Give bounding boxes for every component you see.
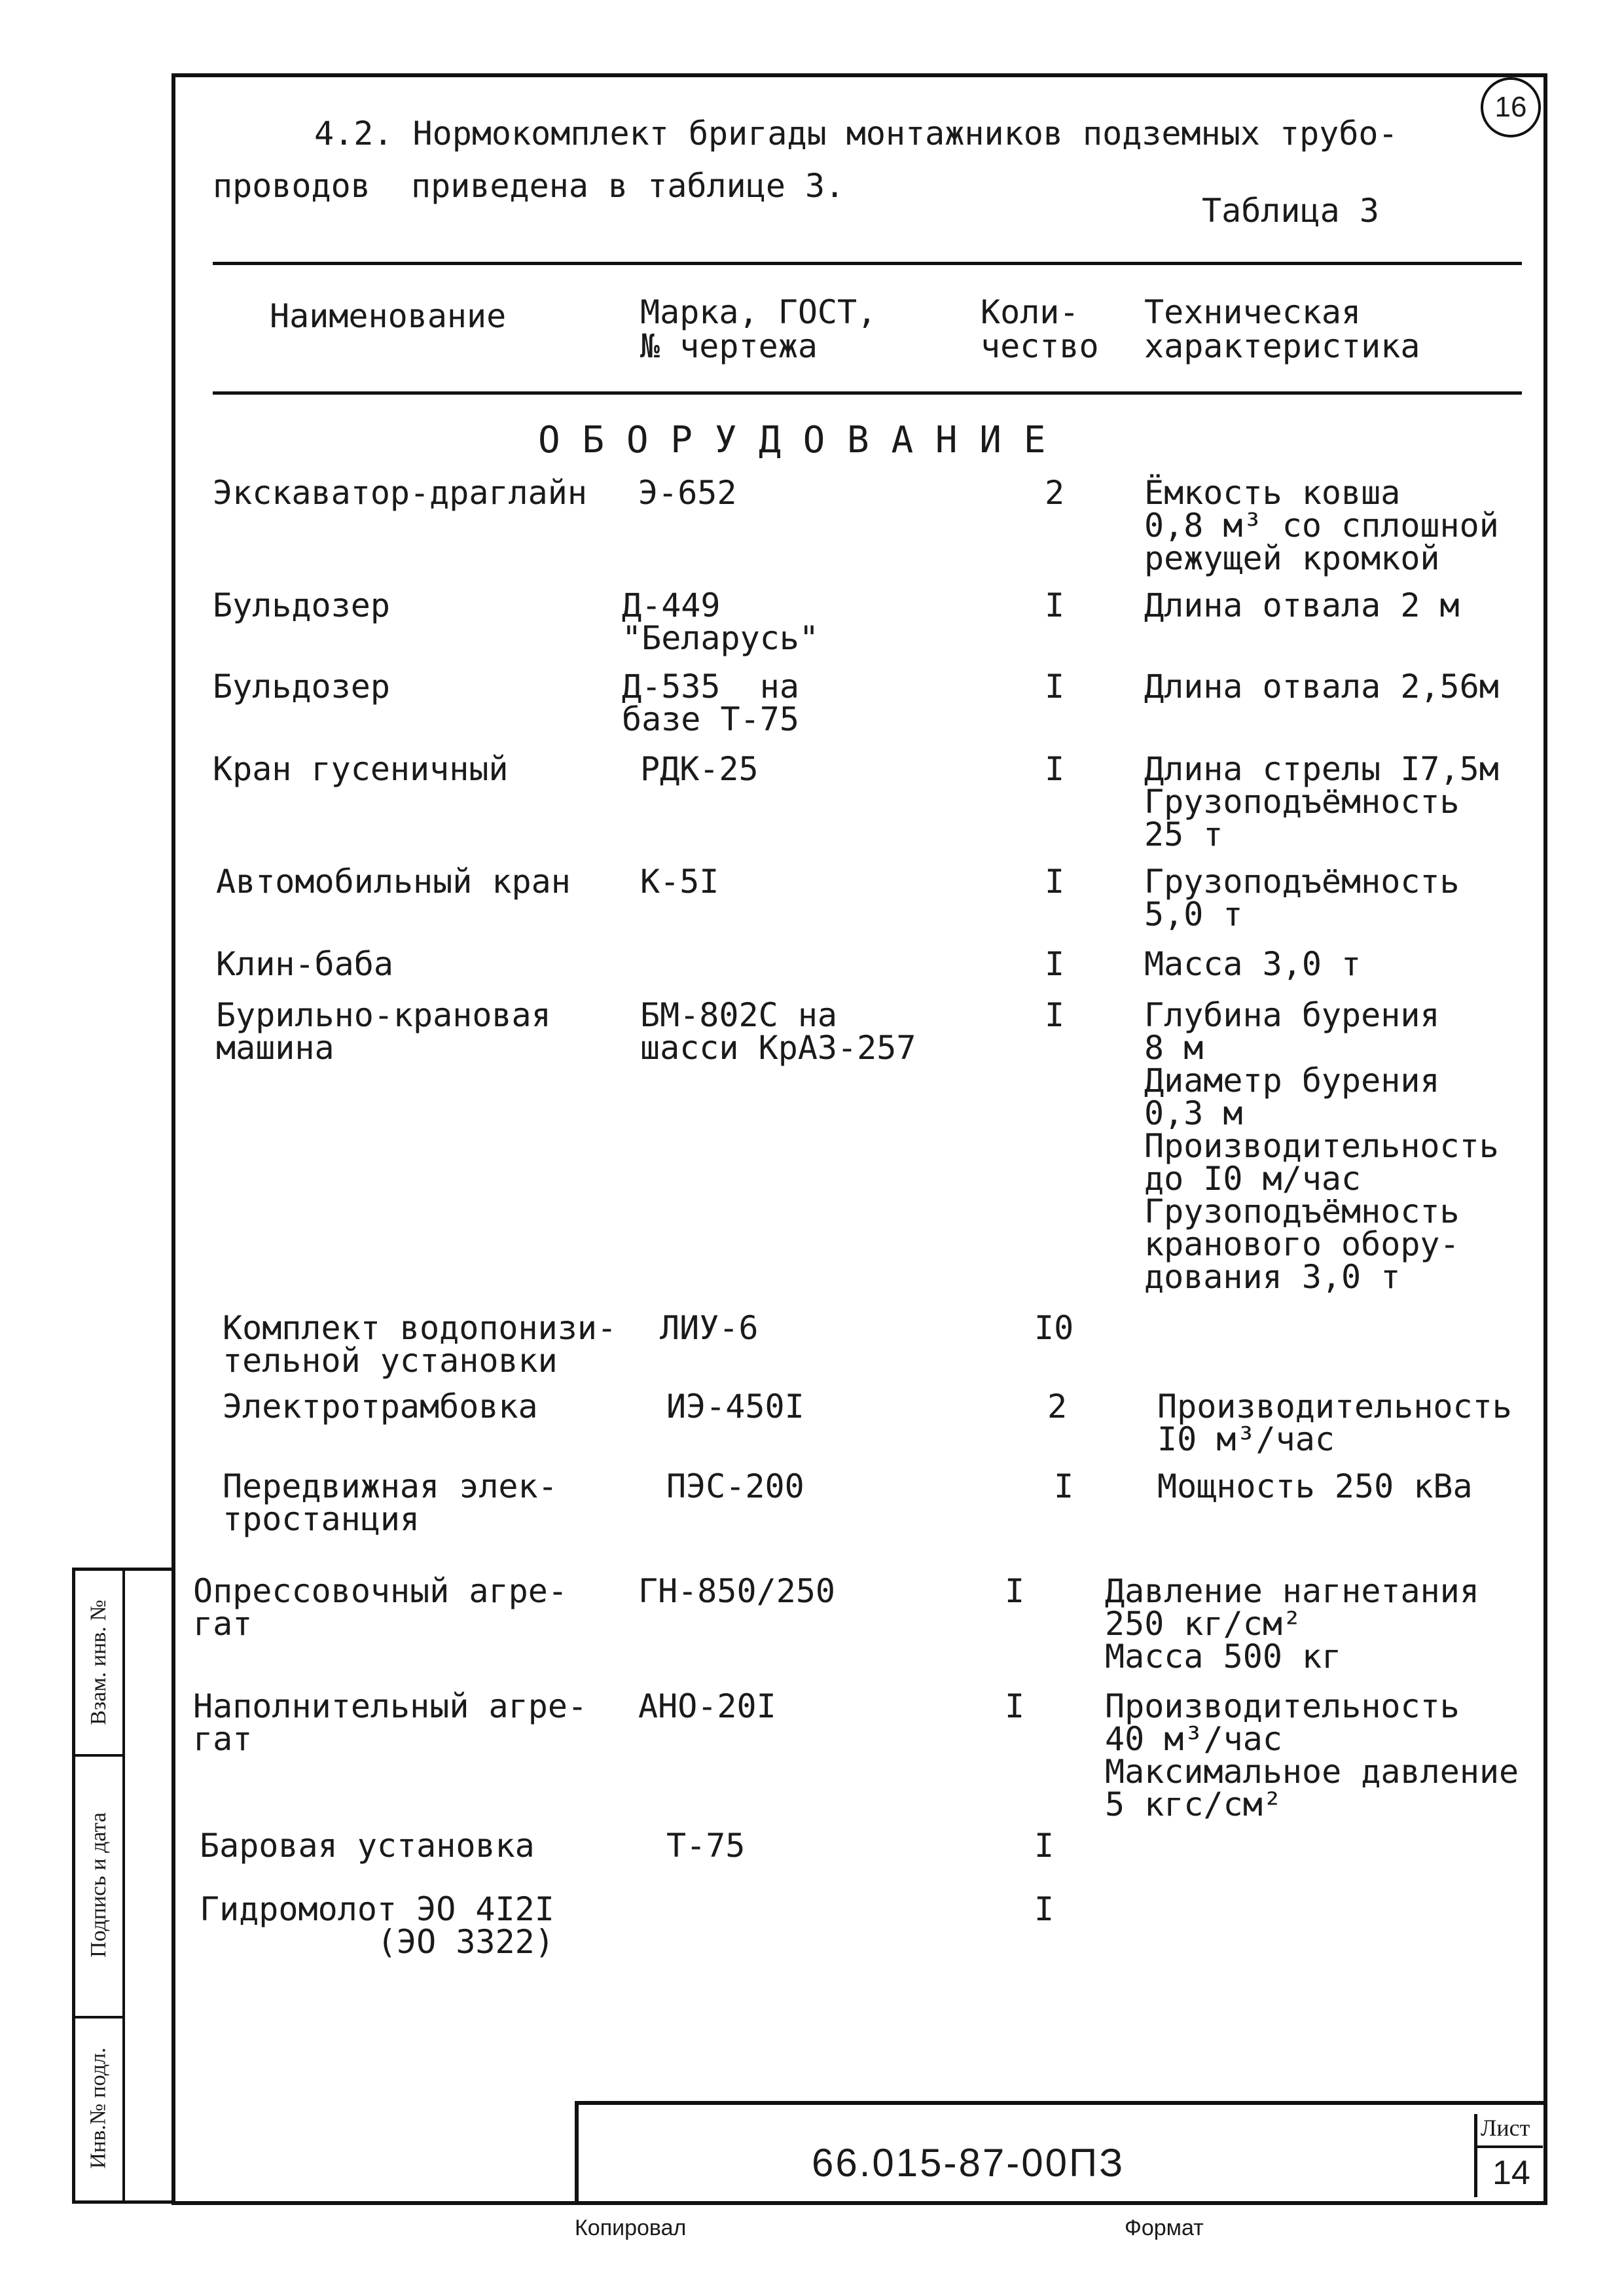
stamp-sidebar	[72, 1568, 173, 2204]
page-mark: 16	[1481, 77, 1541, 137]
row-mark: Д-535 на	[622, 668, 799, 706]
row-tech-spec: 250 кг/см²	[1105, 1605, 1303, 1643]
row-tech-spec: Ёмкость ковша	[1144, 474, 1401, 512]
row-tech-spec: Длина отвала 2,56м	[1144, 668, 1499, 706]
row-quantity: 2	[1047, 1388, 1068, 1426]
row-name: тростанция	[223, 1500, 420, 1538]
row-tech-spec: Масса 3,0 т	[1144, 945, 1362, 983]
row-mark: Т-75	[666, 1827, 746, 1865]
intro-line-1: 4.2. Нормокомплект бригады монтажников подземных трубо-	[314, 115, 1398, 152]
row-mark: ПЭС-200	[666, 1467, 804, 1505]
row-tech-spec: режущей кромкой	[1144, 539, 1440, 577]
intro-line-2b: приведена в таблице 3.	[411, 167, 845, 205]
col-header-mark-2: № чертежа	[640, 327, 818, 365]
copied-by-label: Копировал	[575, 2215, 687, 2240]
row-tech-spec: 0,3 м	[1144, 1094, 1243, 1132]
row-quantity: 2	[1045, 474, 1065, 512]
row-tech-spec: I0 м³/час	[1157, 1420, 1335, 1458]
row-name: машина	[216, 1029, 334, 1067]
row-tech-spec: Давление нагнетания	[1105, 1572, 1479, 1610]
row-quantity: I	[1045, 996, 1065, 1034]
row-mark: АНО-20I	[638, 1687, 776, 1725]
row-tech-spec: 0,8 м³ со сплошной	[1144, 507, 1499, 545]
row-name: Автомобильный кран	[216, 863, 571, 901]
sheet-number: 14	[1492, 2154, 1530, 2192]
row-tech-spec: 40 м³/час	[1105, 1720, 1282, 1758]
col-header-tech-1: Техническая	[1144, 293, 1362, 331]
table-label: Таблица 3	[1202, 192, 1379, 230]
row-mark: Э-652	[638, 474, 737, 512]
document-code: 66.015-87-00ПЗ	[812, 2141, 1125, 2185]
sheet-label: Лист	[1481, 2115, 1530, 2141]
row-quantity: I	[1045, 750, 1065, 788]
col-header-tech-2: характеристика	[1144, 327, 1420, 365]
row-tech-spec: Грузоподъёмность	[1144, 863, 1460, 901]
row-quantity: I	[1045, 945, 1065, 983]
row-name: Клин-баба	[216, 945, 393, 983]
row-mark: базе Т-75	[622, 700, 799, 738]
row-name: гат	[193, 1605, 253, 1643]
row-tech-spec: Диаметр бурения	[1144, 1062, 1440, 1100]
format-label: Формат	[1125, 2215, 1204, 2240]
row-quantity: I	[1034, 1827, 1055, 1865]
col-header-qty-2: чество	[981, 327, 1099, 365]
row-name: гат	[193, 1720, 253, 1758]
row-mark: РДК-25	[640, 750, 759, 788]
row-name: (ЭО 3322)	[200, 1923, 554, 1961]
table-top-rule	[213, 262, 1522, 265]
row-name: тельной установки	[223, 1342, 558, 1380]
row-tech-spec: кранового обору-	[1144, 1225, 1460, 1263]
row-mark: ИЭ-450I	[666, 1388, 804, 1426]
row-tech-spec: Производительность	[1144, 1127, 1499, 1165]
row-mark: "Беларусь"	[622, 619, 820, 657]
row-name: Бурильно-крановая	[216, 996, 551, 1034]
row-quantity: I	[1034, 1890, 1055, 1928]
table-header-rule	[213, 391, 1522, 395]
intro-line-2a: проводов	[213, 167, 370, 205]
col-header-mark-1: Марка, ГОСТ,	[640, 293, 877, 331]
row-tech-spec: дования 3,0 т	[1144, 1258, 1401, 1296]
row-mark: ЛИУ-6	[660, 1309, 759, 1347]
row-tech-spec: Длина отвала 2 м	[1144, 586, 1460, 624]
col-header-name: Наименование	[270, 297, 507, 335]
row-quantity: I	[1054, 1467, 1074, 1505]
row-name: Экскаватор-драглайн	[213, 474, 587, 512]
row-quantity: I	[1005, 1687, 1025, 1725]
row-name: Передвижная элек-	[223, 1467, 558, 1505]
row-tech-spec: 8 м	[1144, 1029, 1204, 1067]
row-tech-spec: Масса 500 кг	[1105, 1638, 1342, 1676]
row-quantity: I	[1045, 586, 1065, 624]
row-quantity: I	[1005, 1572, 1025, 1610]
row-name: Бульдозер	[213, 668, 390, 706]
row-tech-spec: 5,0 т	[1144, 895, 1243, 933]
row-name: Опрессовочный агре-	[193, 1572, 568, 1610]
row-mark: К-5I	[640, 863, 719, 901]
row-quantity: I	[1045, 863, 1065, 901]
row-name: Бульдозер	[213, 586, 390, 624]
row-mark: БМ-802С на	[640, 996, 838, 1034]
row-name: Наполнительный агре-	[193, 1687, 588, 1725]
row-tech-spec: Длина стрелы I7,5м	[1144, 750, 1499, 788]
row-tech-spec: 25 т	[1144, 816, 1223, 853]
row-tech-spec: Максимальное давление	[1105, 1753, 1519, 1791]
row-name: Комплект водопонизи-	[223, 1309, 617, 1347]
row-name: Электротрамбовка	[223, 1388, 538, 1426]
row-name: Кран гусеничный	[213, 750, 509, 788]
row-tech-spec: Грузоподъёмность	[1144, 1193, 1460, 1230]
row-quantity: I0	[1034, 1309, 1074, 1347]
row-quantity: I	[1045, 668, 1065, 706]
row-name: Баровая установка	[200, 1827, 535, 1865]
row-mark: шасси КрАЗ-257	[640, 1029, 916, 1067]
row-tech-spec: Мощность 250 кВа	[1157, 1467, 1473, 1505]
row-tech-spec: Глубина бурения	[1144, 996, 1440, 1034]
col-header-qty-1: Коли-	[981, 293, 1079, 331]
row-tech-spec: Грузоподъёмность	[1144, 783, 1460, 821]
row-tech-spec: Производительность	[1157, 1388, 1512, 1426]
section-title: О Б О Р У Д О В А Н И Е	[538, 419, 1046, 461]
sidebar-label-3: Инв.№ подл.	[86, 2047, 111, 2169]
row-mark: Д-449	[622, 586, 721, 624]
row-tech-spec: Производительность	[1105, 1687, 1460, 1725]
row-tech-spec: до I0 м/час	[1144, 1160, 1362, 1198]
sidebar-label-2: Подпись и дата	[86, 1812, 111, 1958]
row-tech-spec: 5 кгс/см²	[1105, 1785, 1282, 1823]
row-name: Гидромолот ЭО 4I2I	[200, 1890, 554, 1928]
sidebar-label-1: Взам. инв. №	[86, 1600, 111, 1725]
row-mark: ГН-850/250	[638, 1572, 836, 1610]
